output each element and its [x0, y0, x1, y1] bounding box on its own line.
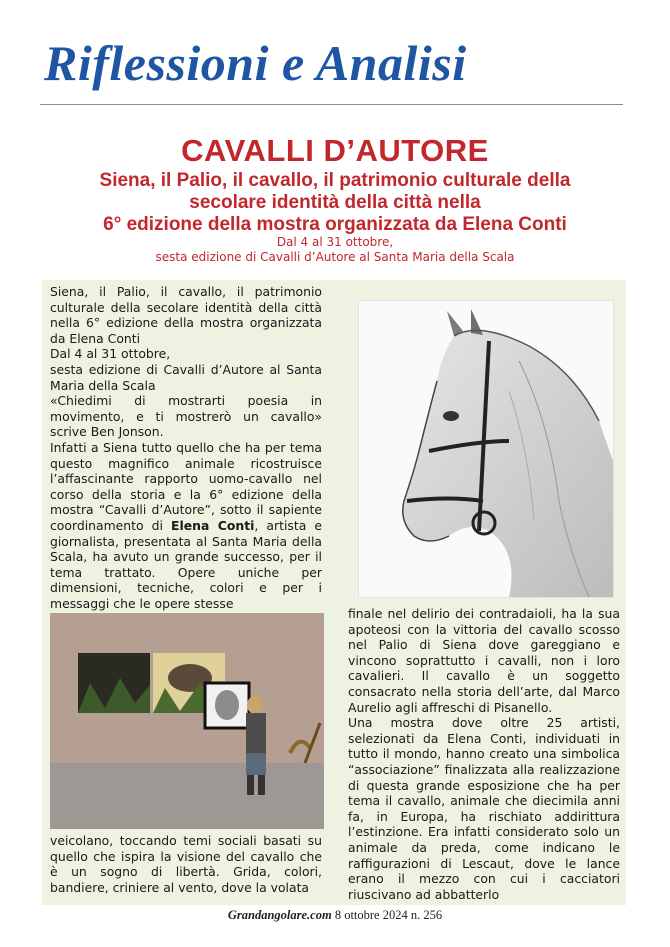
article-column-1: [50, 284, 322, 611]
paragraph: Siena, il Palio, il cavallo, il patrimonio culturale della secolare identità della città nella 6° edizione della mostra organizzata da Elena Conti: [50, 284, 322, 346]
paragraph: Dal 4 al 31 ottobre,: [50, 346, 171, 362]
article-dates-line2: sesta edizione di Cavalli d’Autore al Santa Maria della Scala: [155, 250, 515, 264]
article-dates-line1: Dal 4 al 31 ottobre,: [276, 235, 394, 249]
masthead-rule: [40, 104, 623, 105]
paragraph: «Chiedimi di mostrarti poesia in movimento, e ti mostrerò un cavallo» scrive Ben Jonson.: [50, 393, 322, 440]
paragraph: finale nel delirio dei contradaioli, ha la sua apoteosi con la vittoria del cavallo scosso nel Palio di Siena dove gareggiano e vincono soprattutto i cavalli, non i loro cavalieri. Il cavallo è un soggetto consacrato nella storia dell’arte, dal Marco Aurelio agli affreschi di Pisanello.: [348, 606, 620, 715]
horse-drawing-image: [358, 300, 614, 598]
paragraph: Una mostra dove oltre 25 artisti, selezionati da Elena Conti, individuati in tutto il mondo, hanno creato una simbolica “associazione” finalizzata alla realizzazione di questa grande esposizione che ha per tema il cavallo, animale che diecimila anni fa, in Europa, ha rischiato addirittura l’estinzione. Era infatti considerato solo un animale da preda, come indicano le raffigurazioni di Lescaut, dove le lance erano il mezzo con cui i cacciatori riuscivano ad abbatterlo: [348, 715, 620, 902]
article-subtitle-line3: 6° edizione della mostra organizzata da Elena Conti: [103, 214, 567, 235]
footer-issue: 8 ottobre 2024 n. 256: [331, 908, 443, 922]
paragraph: [50, 440, 322, 612]
footer: [0, 908, 670, 923]
article-subtitle-line1: Siena, il Palio, il cavallo, il patrimonio culturale della: [99, 170, 571, 191]
exhibition-photo: [50, 613, 324, 829]
article-title: CAVALLI D’AUTORE: [181, 133, 489, 168]
artist-name: Elena Conti: [171, 517, 255, 533]
article-column-2: veicolano, toccando temi sociali basati su quello che ispira la visione del cavallo che è un sogno di libertà. Grida, colori, bandiere, criniere al vento, dove la volata: [50, 833, 322, 895]
footer-site: Grandangolare.com: [227, 908, 332, 922]
article-column-3: [348, 606, 620, 902]
article-subtitle-line2: secolare identità della città nella: [189, 192, 481, 213]
masthead-title: Riflessioni e Analisi: [44, 35, 467, 91]
text-run: , artista e giornalista, presentata al Santa Maria della Scala, ha avuto un grande successo, per il tema trattato. Opere uniche per dimensioni, tecniche, colori e per i messaggi che le opere stesse: [50, 517, 322, 611]
text-run: Infatti a Siena tutto quello che ha per tema questo magnifico animale ricostruisce l’affascinante rapporto uomo-cavallo nel corso della storia e la 6° edizione della mostra “Cavalli d’Autore”, sotto il sapiente coordinamento di: [50, 439, 322, 533]
paragraph: sesta edizione di Cavalli d’Autore al Santa Maria della Scala: [50, 361, 322, 393]
